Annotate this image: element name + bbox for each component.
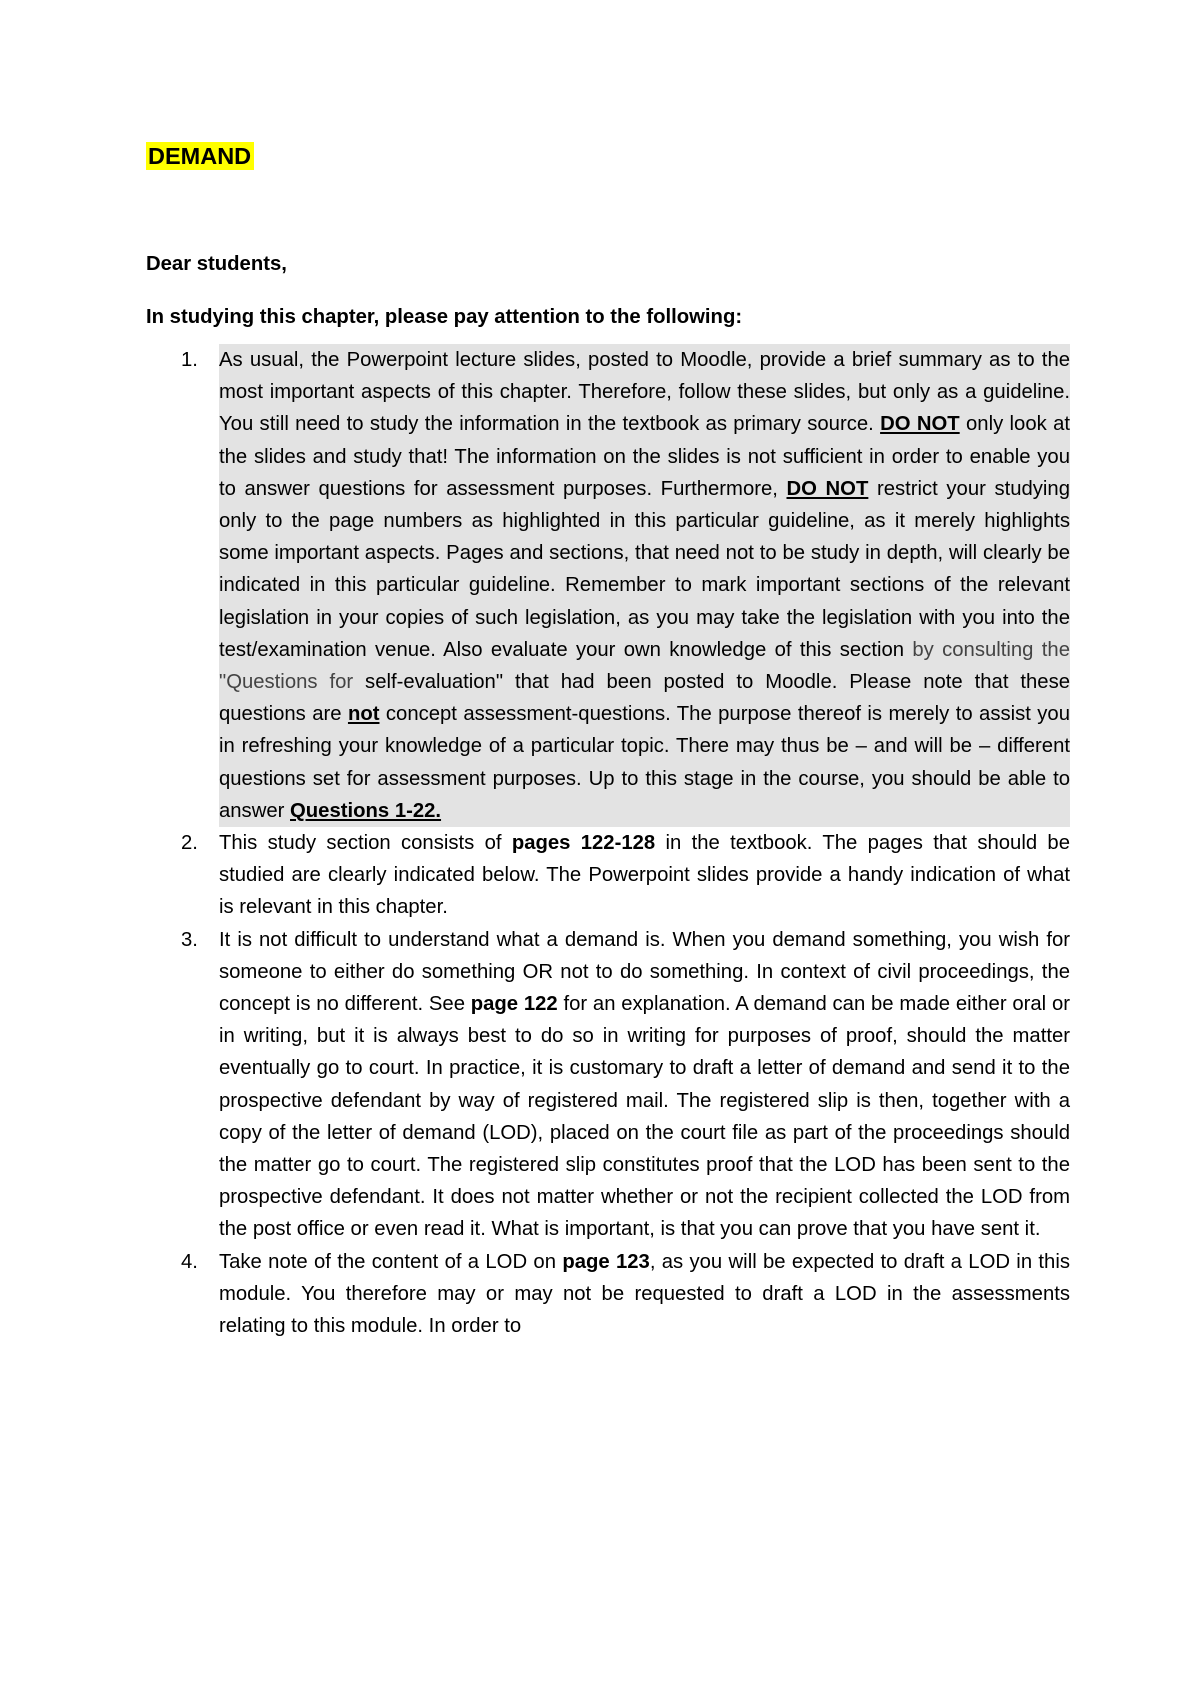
text-run: restrict your studying only to the page numbers as highlighted in this particular guideline, as it merely highlights some important aspects. Pages and sections, that need not to be study in depth, will clearly be indicated in this particular guideline. Remember to mark important sections of the relevant legislation in your copies of such legislation, as you may take the legislation with you into the test/examination venue. Also evaluate your own knowledge of this section <box>219 477 1070 661</box>
text-run: This study section consists of <box>219 832 512 855</box>
text-run: concept assessment-questions. The purpose thereof is merely to assist you in refreshing your knowledge of a particular topic. There may thus be – and will be – different questions set for assessment purposes. Up to this stage in the course, you should be able to answer <box>219 703 1070 822</box>
list-item <box>146 344 1070 827</box>
text-run: by consulting the "Questions for <box>219 638 1070 694</box>
intro-heading: In studying this chapter, please pay attention to the following: <box>146 306 743 328</box>
emphasis-not: not <box>347 703 380 726</box>
document-title: DEMAND <box>146 142 254 170</box>
emphasis-do-not: DO NOT <box>880 413 960 436</box>
text-run: It is not difficult to understand what a demand is. When you demand something, you wish for someone to either do something OR not to do something. In context of civil proceedings, the concept is no different. See <box>219 928 1070 1016</box>
list-item <box>146 924 1070 1246</box>
item-number: 2. <box>181 832 198 855</box>
text-run: Take note of the content of a LOD on <box>219 1250 563 1273</box>
item-number: 1. <box>181 349 198 371</box>
item-text <box>219 344 1070 827</box>
item-text <box>219 924 1070 1246</box>
list-item <box>146 1246 1070 1343</box>
item-number: 4. <box>181 1250 198 1273</box>
text-run: , as you will be expected to draft a LOD in this module. You therefore may or may not be requested to draft a LOD in the assessments relating to this module. In order to <box>219 1250 1070 1338</box>
emphasis-pages: pages 122-128 <box>511 832 656 855</box>
text-run: for an explanation. A demand can be made either oral or in writing, but it is always best to do so in writing for purposes of proof, should the matter eventually go to court. In practice, it is customary to draft a letter of demand and send it to the prospective defendant by way of registered mail. The registered slip is then, together with a copy of the letter of demand (LOD), placed on the court file as part of the proceedings should the matter go to court. The registered slip constitutes proof that the LOD has been sent to the prospective defendant. It does not matter whether or not the recipient collected the LOD from the post office or even read it. What is important, is that you can prove that you have sent it. <box>219 993 1070 1241</box>
text-run: self-evaluation" that had been posted to Moodle. Please note that these questions are <box>219 671 1071 726</box>
emphasis-page: page 122 <box>470 993 558 1016</box>
emphasis-page: page 123 <box>562 1250 650 1273</box>
guideline-list <box>146 344 1070 1342</box>
text-run: in the textbook. The pages that should be studied are clearly indicated below. The Powerpoint slides provide a handy indication of what is relevant in this chapter. <box>219 832 1070 919</box>
item-number: 3. <box>181 928 198 951</box>
item-text <box>219 827 1070 924</box>
emphasis-questions: Questions 1-22. <box>290 799 442 822</box>
text-run: As usual, the Powerpoint lecture slides, posted to Moodle, provide a brief summary as to the most important aspects of this chapter. Therefore, follow these slides, but only as a guideline. You still need to study the information in the textbook as primary source. <box>219 349 1070 436</box>
text-run: only look at the slides and study that! The information on the slides is not sufficient in order to enable you to answer questions for assessment purposes. Furthermore, <box>219 413 1071 500</box>
item-text <box>219 1246 1070 1343</box>
list-item <box>146 827 1070 924</box>
emphasis-do-not: DO NOT <box>786 477 869 500</box>
title-block <box>146 140 1070 180</box>
salutation: Dear students, <box>146 253 287 275</box>
